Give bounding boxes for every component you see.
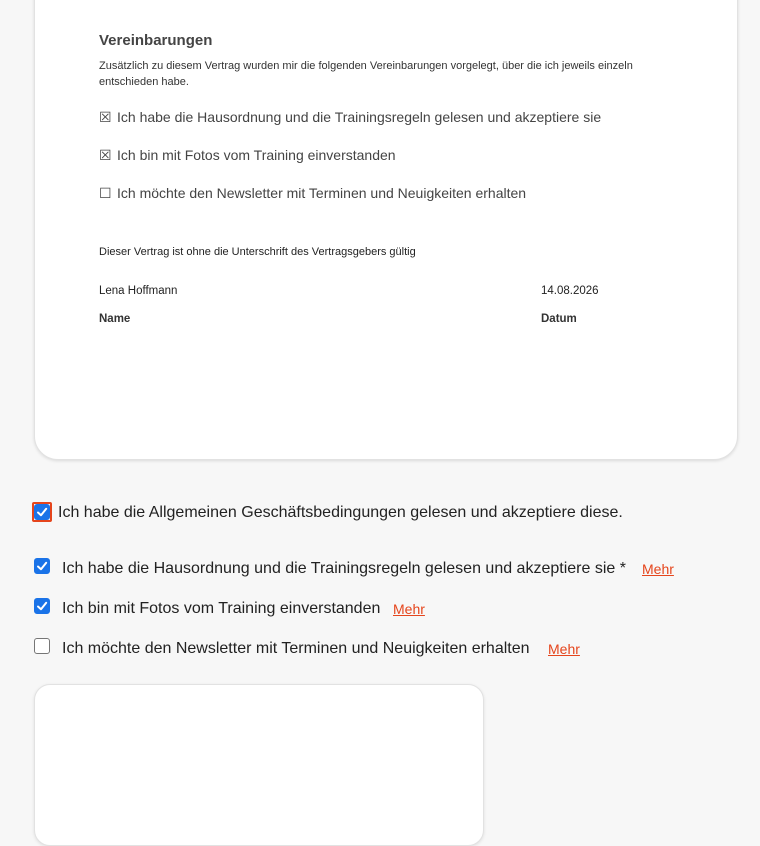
validity-note: Dieser Vertrag ist ohne die Unterschrift des Vertragsgebers gültig bbox=[99, 246, 416, 258]
name-label: Name bbox=[99, 313, 131, 325]
agreement-item-newsletter bbox=[99, 185, 526, 202]
house-rules-more-link[interactable]: Mehr bbox=[642, 561, 674, 577]
agreement-label: Ich möchte den Newsletter mit Terminen und Neuigkeiten erhalten bbox=[117, 185, 527, 201]
date-label: Datum bbox=[541, 313, 577, 325]
unchecked-box-icon: ☐ bbox=[99, 185, 112, 201]
checked-box-icon: ☒ bbox=[99, 109, 112, 125]
newsletter-label[interactable]: Ich möchte den Newsletter mit Terminen und Neuigkeiten erhalten bbox=[62, 640, 530, 657]
agreements-intro: Zusätzlich zu diesem Vertrag wurden mir die folgenden Vereinbarungen vorgelegt, über die ich jeweils einzeln entschieden habe. bbox=[99, 60, 633, 88]
agb-label[interactable]: Ich habe die Allgemeinen Geschäftsbedingungen gelesen und akzeptiere diese. bbox=[58, 504, 623, 521]
checkmark-icon bbox=[36, 600, 48, 612]
house-rules-label[interactable]: Ich habe die Hausordnung und die Trainingsregeln gelesen und akzeptiere sie * bbox=[62, 560, 626, 577]
house-rules-checkbox[interactable] bbox=[34, 558, 50, 574]
agreement-item-house-rules bbox=[99, 109, 601, 126]
photos-more-link[interactable]: Mehr bbox=[393, 601, 425, 617]
photos-label[interactable]: Ich bin mit Fotos vom Training einverstanden bbox=[62, 600, 381, 617]
agreement-label: Ich bin mit Fotos vom Training einverstanden bbox=[117, 147, 396, 163]
agb-checkbox[interactable] bbox=[34, 504, 50, 520]
checkmark-icon bbox=[36, 560, 48, 572]
newsletter-more-link[interactable]: Mehr bbox=[548, 641, 580, 657]
contract-date-value: 14.08.2026 bbox=[541, 285, 599, 297]
agreements-heading: Vereinbarungen bbox=[99, 32, 213, 49]
photos-checkbox[interactable] bbox=[34, 598, 50, 614]
agreement-item-photos bbox=[99, 147, 396, 164]
checkmark-icon bbox=[36, 506, 48, 518]
signature-pad[interactable] bbox=[34, 684, 484, 846]
agreement-label: Ich habe die Hausordnung und die Trainingsregeln gelesen und akzeptiere sie bbox=[117, 109, 602, 125]
newsletter-checkbox[interactable] bbox=[34, 638, 50, 654]
checked-box-icon: ☒ bbox=[99, 147, 112, 163]
signer-name-value: Lena Hoffmann bbox=[99, 285, 178, 297]
